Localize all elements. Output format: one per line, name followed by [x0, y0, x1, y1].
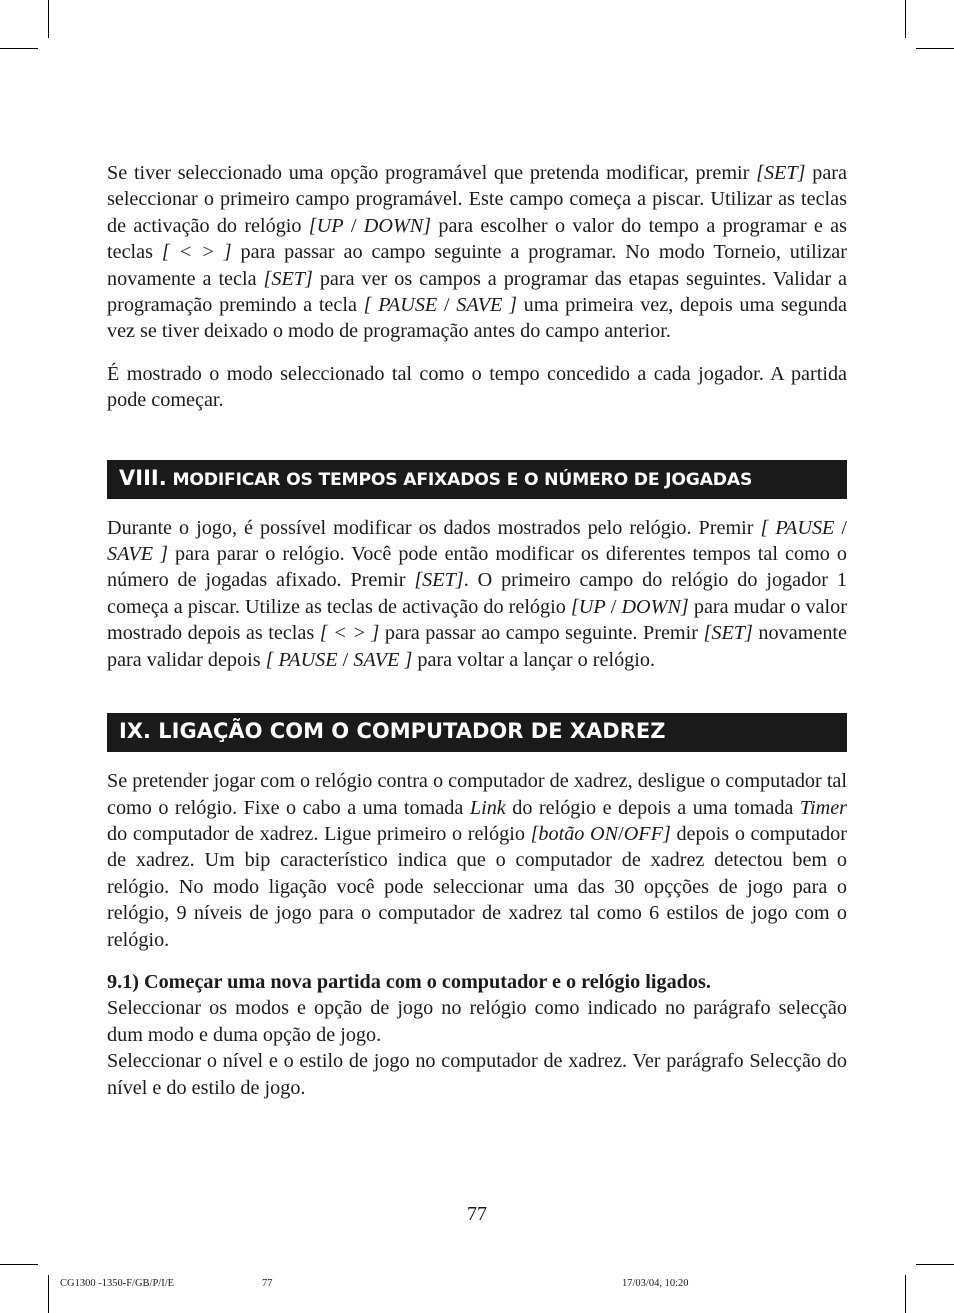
subheading: 9.1) Começar uma nova partida com o computador e o relógio ligados. — [107, 970, 711, 993]
body-paragraph — [107, 768, 847, 953]
key-label: SAVE ] — [353, 648, 413, 671]
key-label: [ PAUSE — [363, 294, 438, 317]
text-run: do relógio e depois a uma tomada — [505, 796, 800, 819]
key-label: Link — [469, 796, 506, 819]
crop-mark — [48, 0, 49, 38]
text-run: para mudar o valor mostrado depois as teclas — [107, 595, 847, 645]
section-title: MODIFICAR OS TEMPOS AFIXADOS E O NÚMERO DE JOGADAS — [166, 469, 753, 490]
key-label: [ PAUSE — [760, 516, 835, 539]
key-label: [botão ON — [530, 822, 619, 845]
text-run: para passar ao campo seguinte a programar. No modo Torneio, utilizar novamente a tecla — [107, 241, 847, 290]
key-label: [UP — [570, 595, 606, 618]
text-run: / — [834, 516, 848, 539]
text-run: Se pretender jogar com o relógio contra o computador de xadrez, desligue o computador tal como o relógio. Fixe o cabo a uma tomada — [107, 770, 847, 819]
text-run: / — [605, 595, 622, 618]
text-run: novamente para validar depois — [107, 622, 847, 671]
text-run: uma primeira vez, depois uma segunda vez se tiver deixado o modo de programação antes do campo anterior. — [107, 294, 848, 343]
text-run: para parar o relógio. Você pode então modificar os diferentes tempos tal como o número de jogadas afixado. Premir — [107, 543, 847, 592]
body-paragraph: Seleccionar os modos e opção de jogo no relógio como indicado no parágrafo selecção dum modo e duma opção de jogo. — [107, 997, 847, 1046]
key-label: [ < > ] — [161, 241, 232, 264]
crop-mark — [916, 1264, 954, 1265]
section-heading-ix — [107, 713, 847, 752]
text-run: para passar ao campo seguinte. Premir — [379, 622, 704, 645]
text-run: para voltar a lançar o relógio. — [412, 648, 656, 671]
text-run: É mostrado o modo seleccionado tal como o tempo concedido a cada jogador. A partida pode começar. — [107, 362, 847, 412]
footer-left: CG1300 -1350-F/GB/P/I/E — [60, 1278, 175, 1289]
key-label: DOWN] — [363, 214, 432, 237]
text-run: para ver os campos a programar das etapas seguintes. Validar a programação premindo a tecla — [107, 267, 847, 317]
key-label: [ < > ] — [319, 622, 380, 645]
text-run: / — [343, 214, 364, 237]
crop-mark — [916, 48, 954, 49]
section-heading-viii — [107, 460, 847, 499]
text-run: para escolher o valor do tempo a programar e as teclas — [107, 214, 847, 264]
page-content — [107, 160, 847, 1101]
text-run: depois o computador de xadrez. Um bip característico indica que o computador de xadrez detectou bem o relógio. No modo ligação você pode seleccionar uma das 30 opçções de jogo para o relógio, 9 níveis de jogo para o computador de xadrez tal como 6 estilos de jogo com o relógio. — [107, 822, 847, 951]
text-run: Se tiver seleccionado uma opção programável que pretenda modificar, premir — [107, 162, 757, 184]
text-run: para seleccionar o primeiro campo programável. Este campo começa a piscar. Utilizar as teclas de activação do relógio — [107, 162, 847, 237]
crop-mark — [0, 48, 38, 49]
key-label: DOWN] — [621, 595, 689, 618]
key-label: [SET] — [414, 569, 464, 592]
text-run: / — [337, 648, 354, 671]
section-title: IX. LIGAÇÃO COM O COMPUTADOR DE XADREZ — [119, 719, 666, 744]
text-run: do computador de xadrez. Ligue primeiro o relógio — [107, 822, 531, 845]
key-label: SAVE ] — [107, 543, 168, 566]
section-number: VIII. — [119, 465, 167, 490]
crop-mark — [0, 1264, 38, 1265]
footer-center: 77 — [262, 1278, 273, 1289]
text-run: / — [437, 294, 457, 317]
footer-right: 17/03/04, 10:20 — [622, 1278, 689, 1289]
page-number: 77 — [467, 1203, 487, 1225]
key-label: [SET] — [756, 162, 806, 184]
crop-mark — [905, 0, 906, 38]
key-label: [SET] — [263, 267, 313, 290]
body-paragraph — [107, 515, 847, 673]
crop-mark — [48, 1275, 49, 1313]
body-paragraph — [107, 361, 847, 414]
text-run: Durante o jogo, é possível modificar os dados mostrados pelo relógio. Premir — [107, 516, 761, 539]
text-run: / — [618, 822, 624, 845]
key-label: [ PAUSE — [265, 648, 338, 671]
key-label: SAVE ] — [456, 294, 517, 317]
crop-mark — [905, 1275, 906, 1313]
key-label: OFF] — [623, 822, 671, 845]
body-paragraph: Seleccionar o nível e o estilo de jogo no computador de xadrez. Ver parágrafo Selecção do nível e do estilo de jogo. — [107, 1050, 847, 1099]
key-label: Timer — [799, 796, 848, 819]
key-label: [UP — [308, 214, 344, 237]
body-paragraph — [107, 160, 847, 345]
text-run: . O primeiro campo do relógio do jogador 1 começa a piscar. Utilize as teclas de activação do relógio — [107, 569, 847, 618]
key-label: [SET] — [703, 622, 753, 645]
